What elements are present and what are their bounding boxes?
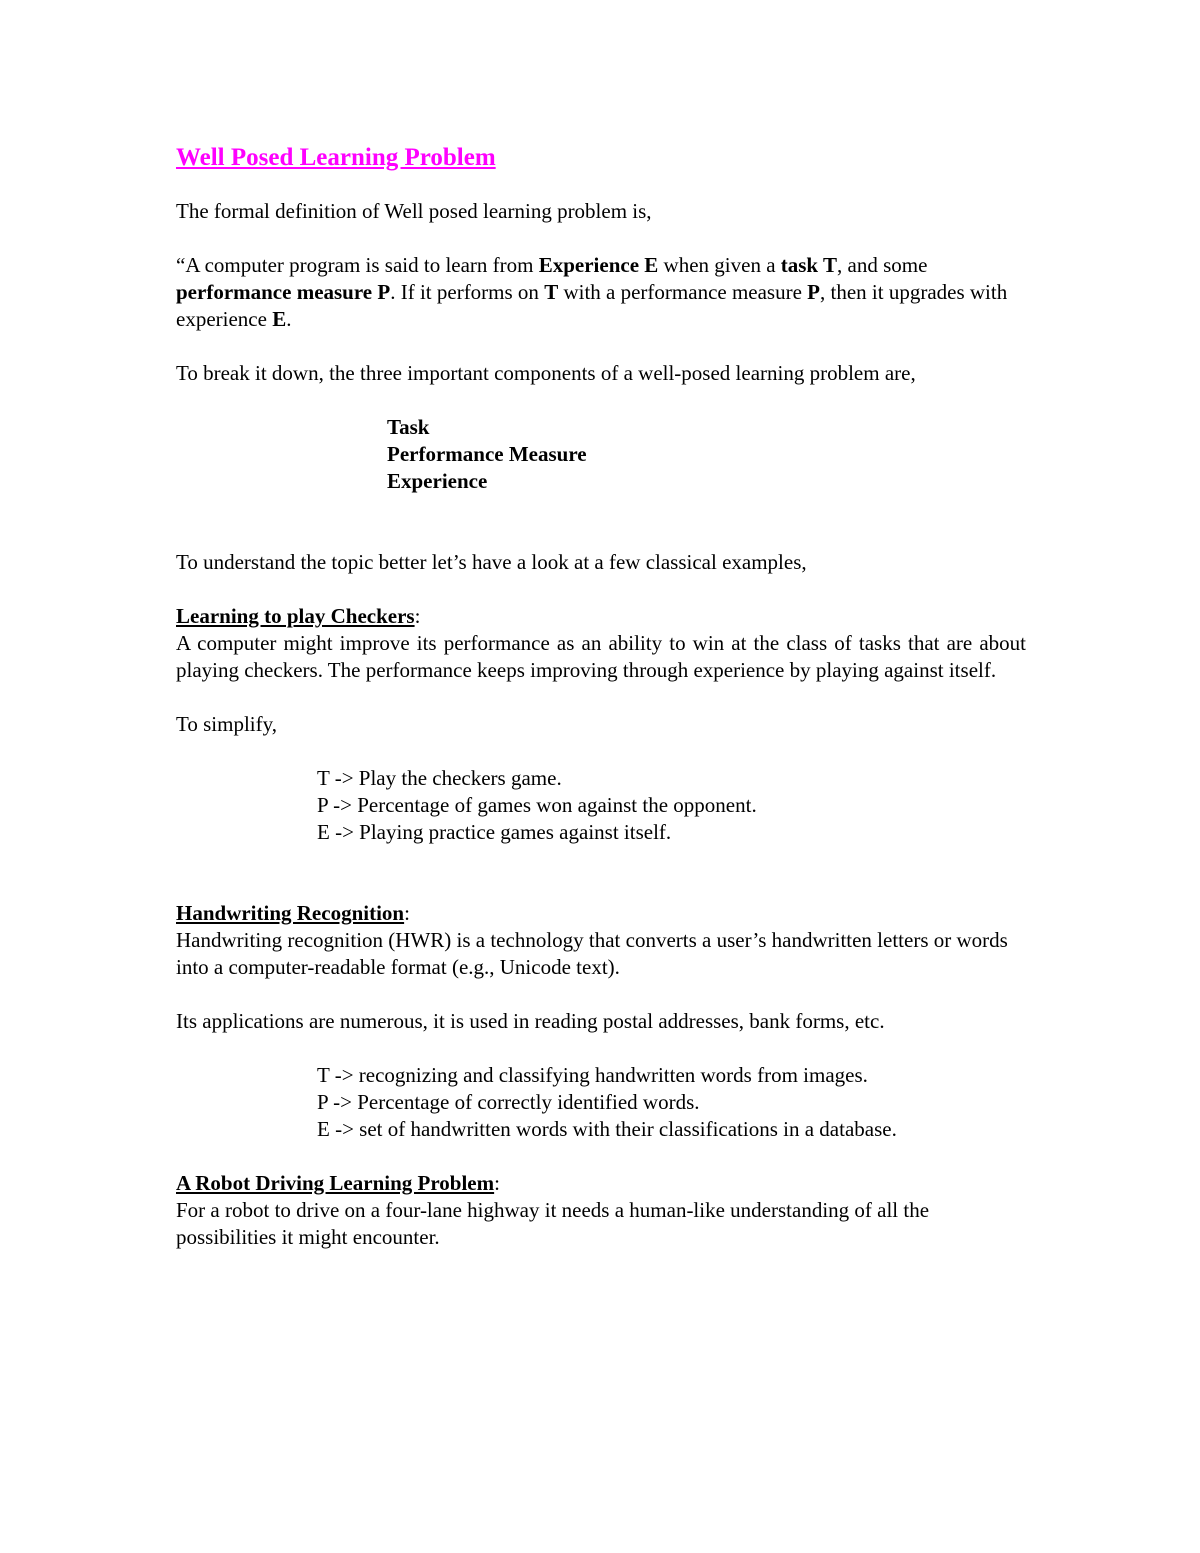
spacer — [176, 1143, 1026, 1170]
definition-text: “A computer program is said to learn from Experience E when given a task T, and some performance measure P. If it performs on T with a performance measure P, then it upgrades with experience E. — [176, 253, 1008, 331]
spacer — [176, 1035, 1026, 1062]
handwriting-tpe-list — [317, 1062, 1026, 1143]
handwriting-heading-line: Handwriting Recognition: — [176, 901, 410, 925]
checkers-heading-line: Learning to play Checkers: — [176, 604, 421, 628]
handwriting-task-line: T -> recognizing and classifying handwritten words from images. — [317, 1063, 868, 1087]
simplify-text: To simplify, — [176, 712, 278, 736]
document-title: Well Posed Learning Problem — [176, 144, 496, 171]
component-task: Task — [387, 415, 430, 439]
checkers-performance-line: P -> Percentage of games won against the opponent. — [317, 793, 757, 817]
handwriting-performance-line: P -> Percentage of correctly identified words. — [317, 1090, 700, 1114]
checkers-tpe-list — [317, 765, 1026, 846]
document-page — [176, 140, 1026, 1251]
component-performance-measure: Performance Measure — [387, 442, 587, 466]
handwriting-experience-line: E -> set of handwritten words with their classifications in a database. — [317, 1117, 897, 1141]
spacer — [176, 495, 1026, 549]
checkers-heading: Learning to play Checkers — [176, 604, 415, 628]
checkers-body: A computer might improve its performance as an ability to win at the class of tasks that are about playing checkers. The performance keeps improving through experience by playing against itself. — [176, 631, 1026, 682]
spacer — [176, 576, 1026, 603]
components-list — [387, 414, 1026, 495]
handwriting-heading: Handwriting Recognition — [176, 901, 405, 925]
spacer — [176, 684, 1026, 711]
checkers-task-line: T -> Play the checkers game. — [317, 766, 562, 790]
intro-text: The formal definition of Well posed learning problem is, — [176, 199, 652, 223]
spacer — [176, 981, 1026, 1008]
robot-body: For a robot to drive on a four-lane highway it needs a human-like understanding of all the possibilities it might encounter. — [176, 1198, 930, 1249]
component-experience: Experience — [387, 469, 488, 493]
examples-intro-text: To understand the topic better let’s have a look at a few classical examples, — [176, 550, 807, 574]
handwriting-body: Handwriting recognition (HWR) is a technology that converts a user’s handwritten letters or words into a computer-readable format (e.g., Unicode text). — [176, 928, 1008, 979]
breakdown-text: To break it down, the three important components of a well-posed learning problem are, — [176, 361, 916, 385]
robot-heading: A Robot Driving Learning Problem — [176, 1171, 495, 1195]
spacer — [176, 387, 1026, 414]
spacer — [176, 846, 1026, 900]
spacer — [176, 333, 1026, 360]
handwriting-applications: Its applications are numerous, it is used in reading postal addresses, bank forms, etc. — [176, 1009, 885, 1033]
checkers-experience-line: E -> Playing practice games against itself. — [317, 820, 672, 844]
spacer — [176, 225, 1026, 252]
robot-heading-line: A Robot Driving Learning Problem: — [176, 1171, 500, 1195]
spacer — [176, 738, 1026, 765]
